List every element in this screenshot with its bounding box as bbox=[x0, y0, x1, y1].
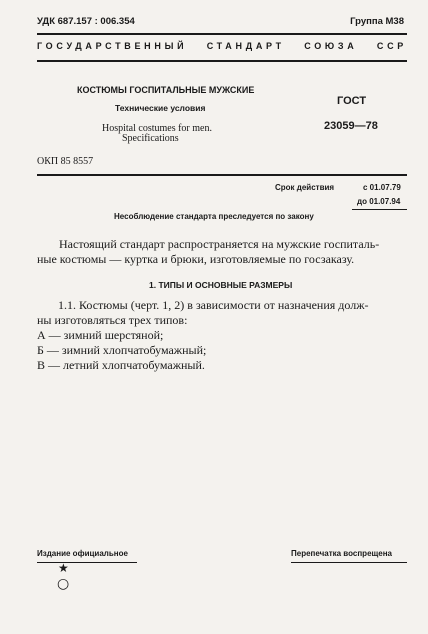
section-1-paragraph-line-1: 1.1. Костюмы (черт. 1, 2) в зависимости от назначения долж- bbox=[58, 298, 369, 312]
validity-to: до 01.07.94 bbox=[357, 197, 401, 206]
okp-code: ОКП 85 8557 bbox=[37, 156, 94, 167]
udk-code: УДК 687.157 : 006.354 bbox=[37, 16, 135, 27]
validity-label: Срок действия bbox=[275, 183, 335, 192]
star-icon: ★ bbox=[58, 561, 69, 575]
type-a-item: А — зимний шерстяной; bbox=[37, 328, 164, 342]
document-title-en-line1: Hospital costumes for men. bbox=[102, 123, 212, 134]
circle-icon: ○ bbox=[57, 576, 70, 592]
gost-label: ГОСТ bbox=[337, 95, 367, 107]
validity-from: с 01.07.79 bbox=[363, 183, 401, 192]
document-title-ru: КОСТЮМЫ ГОСПИТАЛЬНЫЕ МУЖСКИЕ bbox=[77, 85, 255, 95]
type-c-item: В — летний хлопчатобумажный. bbox=[37, 358, 205, 372]
reprint-prohibited-label: Перепечатка воспрещена bbox=[291, 549, 392, 558]
section-1-heading: 1. ТИПЫ И ОСНОВНЫЕ РАЗМЕРЫ bbox=[149, 280, 293, 290]
reprint-prohibited-underline bbox=[291, 562, 407, 563]
compliance-note: Несоблюдение стандарта преследуется по закону bbox=[114, 212, 314, 221]
validity-rule bbox=[352, 209, 407, 210]
state-standard-banner: ГОСУДАРСТВЕННЫЙ СТАНДАРТ СОЮЗА ССР bbox=[37, 41, 407, 51]
official-edition-underline bbox=[37, 562, 137, 563]
gost-number: 23059—78 bbox=[324, 120, 378, 132]
okp-rule bbox=[37, 174, 407, 176]
banner-rule bbox=[37, 60, 407, 62]
type-b-item: Б — зимний хлопчатобумажный; bbox=[37, 343, 207, 357]
intro-line-2: ные костюмы — куртка и брюки, изготовляемые по госзаказу. bbox=[37, 252, 355, 266]
document-subtitle-ru: Технические условия bbox=[115, 103, 206, 113]
header-rule bbox=[37, 33, 407, 35]
intro-line-1: Настоящий стандарт распространяется на мужские госпиталь- bbox=[59, 237, 380, 251]
document-title-en-line2: Specifications bbox=[122, 133, 179, 144]
section-1-paragraph-line-2: ны изготовляться трех типов: bbox=[37, 313, 188, 327]
group-code: Группа М38 bbox=[350, 16, 404, 27]
official-edition-label: Издание официальное bbox=[37, 549, 128, 558]
